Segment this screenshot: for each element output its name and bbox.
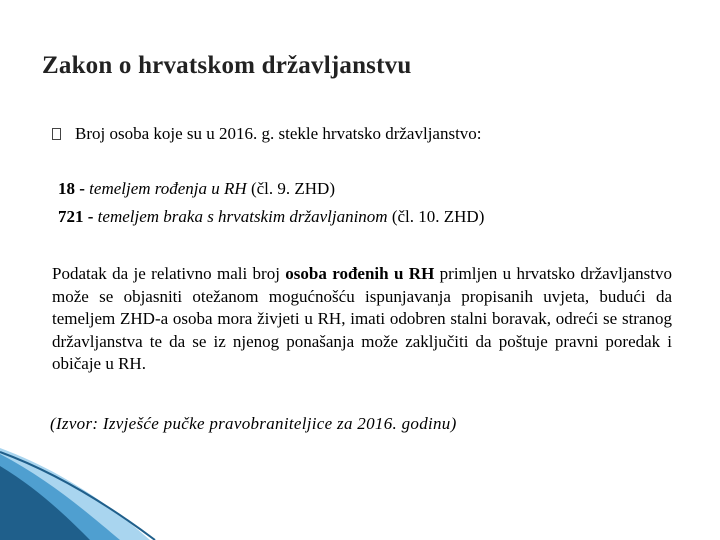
stat-reference: (čl. 9. ZHD) <box>246 179 335 198</box>
stat-dash: - <box>75 179 90 198</box>
paragraph-bold: osoba rođenih u RH <box>285 264 435 283</box>
explanation-paragraph <box>52 263 672 376</box>
square-bullet-icon <box>52 128 61 140</box>
decorative-wave <box>0 440 720 540</box>
paragraph-part-1: Podatak da je relativno mali broj <box>52 264 286 283</box>
source-citation: (Izvor: Izvješće pučke pravobraniteljice za 2016. godinu) <box>50 414 457 433</box>
stat-line-marriage <box>58 207 484 227</box>
stat-line-birth <box>58 179 335 199</box>
slide-title: Zakon o hrvatskom državljanstvu <box>42 52 412 79</box>
stat-basis: temeljem rođenja u RH <box>89 179 247 198</box>
stat-dash: - <box>83 207 98 226</box>
bullet-item <box>52 124 482 144</box>
stat-basis: temeljem braka s hrvatskim državljaninom <box>97 207 388 226</box>
stat-number: 721 <box>58 207 84 226</box>
stat-reference: (čl. 10. ZHD) <box>387 207 485 226</box>
stat-number: 18 <box>58 179 75 198</box>
bullet-text: Broj osoba koje su u 2016. g. stekle hrvatsko državljanstvo: <box>75 124 482 143</box>
paragraph-part-2: primljen u hrvatsko državljanstvo može se objasniti otežanom mogućnošću ispunjavanja propisanih uvjeta, budući da temeljem ZHD-a osoba mora živjeti u RH, imati odobren stalni boravak, odreći se stranog državljanstva te da se iz njenog ponašanja može zaključiti da poštuje pravni poredak i običaje u RH. <box>52 264 672 373</box>
